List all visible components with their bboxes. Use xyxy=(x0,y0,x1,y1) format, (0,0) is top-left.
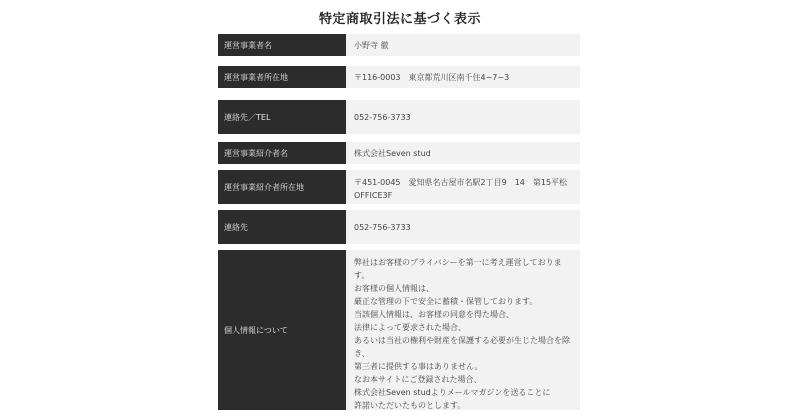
row-label: 運営事業紹介者所在地 xyxy=(218,170,346,204)
table-row xyxy=(218,170,580,204)
row-value: 弊社はお客様のプライバシーを第一に考え運営しております。 お客様の個人情報は、 厳正な管理の下で安全に蓄積・保管しております。 当該個人情報は、お客様の同意を得た場合、 法律によって要求された場合、 あるいは当社の権利や財産を保護する必要が生じた場合を除き、 第三者に提供する事はありません。 なお本サイトにご登録された場合、 株式会社Seven studよりメールマガジンを送ることに 許諾いただいたものとします。 xyxy=(346,250,580,410)
row-label: 個人情報について xyxy=(218,250,346,410)
info-table xyxy=(218,34,580,416)
row-value: 〒451-0045 愛知県名古屋市名駅2丁目9 14 第15平松OFFICE3F xyxy=(346,170,580,204)
row-value: 〒116-0003 東京都荒川区南千住4−7−3 xyxy=(346,66,580,88)
table-row xyxy=(218,100,580,134)
table-row xyxy=(218,210,580,244)
table-row xyxy=(218,142,580,164)
row-label: 運営事業者所在地 xyxy=(218,66,346,88)
table-row xyxy=(218,34,580,56)
row-label: 連絡先 xyxy=(218,210,346,244)
row-value: 052-756-3733 xyxy=(346,210,580,244)
row-value: 052-756-3733 xyxy=(346,100,580,134)
row-label: 運営事業紹介者名 xyxy=(218,142,346,164)
table-row xyxy=(218,66,580,88)
page-title: 特定商取引法に基づく表示 xyxy=(318,12,481,27)
row-label: 運営事業者名 xyxy=(218,34,346,56)
row-label: 連絡先／TEL xyxy=(218,100,346,134)
row-value: 小野寺 徹 xyxy=(346,34,580,56)
table-row xyxy=(218,250,580,410)
row-value: 株式会社Seven stud xyxy=(346,142,580,164)
